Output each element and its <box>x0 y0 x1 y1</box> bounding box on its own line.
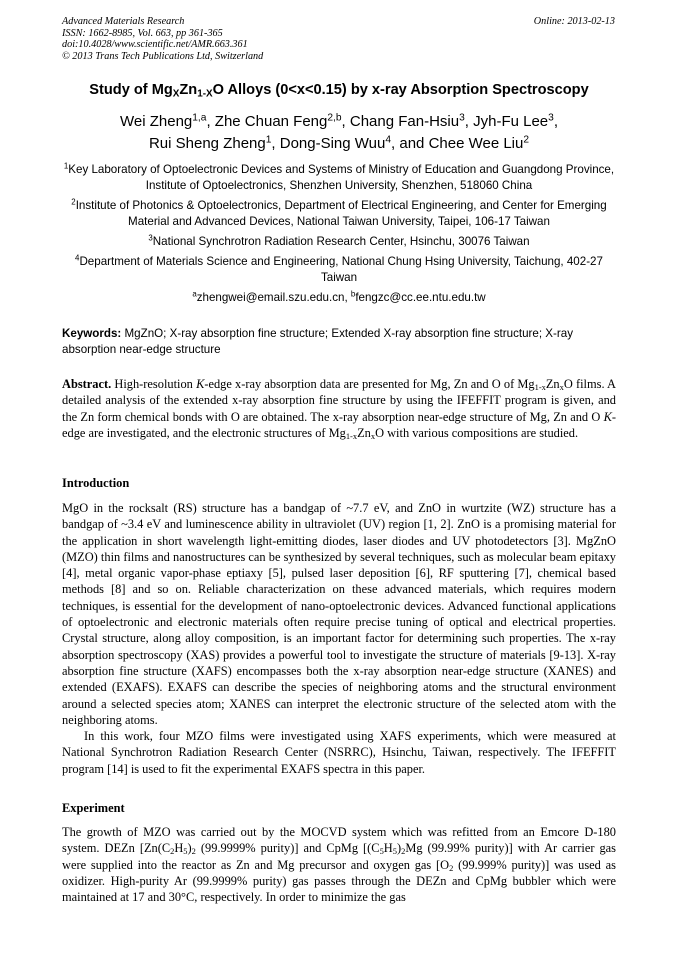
author: Jyh-Fu Lee$^3$ <box>473 112 554 130</box>
email-a[interactable]: zhengwei@email.szu.edu.cn, <box>196 291 351 304</box>
affiliation-3: $^3$National Synchrotron Radiation Research Center, Hsinchu, 30076 Taiwan <box>148 233 530 248</box>
author: Rui Sheng Zheng$^1$ <box>148 134 272 152</box>
experiment-body: The growth of MZO was carried out by the MOCVD system which was refitted from an Emcore D-180 system. DEZn [$Zn(C_2H_5)_2$ (99.9999% purity)] and CpMg [$(C_5H_5)_2Mg$ (99.99% purity)] with Ar carrier gas were supplied into the reactor as Zn and Mg precursor and oxygen gas [$O_2$ (99.999% purity)] was used as oxidizer. High-purity Ar (99.9999% purity) gas passes through the DEZn and CpMg bubbler which were maintained at 17 and 30°C, respectively. In order to minimize the gas <box>62 825 617 905</box>
author: Zhe Chuan Feng$^{2,b}$ <box>214 112 342 130</box>
issn-volume: ISSN: 1662-8985, Vol. 663, pp 361-365 <box>62 27 223 39</box>
introduction-body <box>62 500 616 777</box>
abstract-label: Abstract. <box>62 377 112 391</box>
section-heading-experiment: Experiment <box>62 801 125 815</box>
online-date: Online: 2013-02-13 <box>533 16 615 27</box>
introduction-paragraph: MgO in the rocksalt (RS) structure has a bandgap of ~7.7 eV, and ZnO in wurtzite (WZ) structure has a bandgap of ~3.4 eV and luminescence ability in ultraviolet (UV) region [1, 2]. ZnO is a promising material for the application in short wavelength light-emitting diodes, laser diodes and UV photodetectors [3]. MgZnO (MZO) thin films and nanostructures can be synthesized by several techniques, such as molecular beam epitaxy [4], metal organic vapor-phase eptiaxy [5], pulsed laser deposition [6], RF sputtering [7], chemical based methods [8] and so on. Reliable characterization on these advanced materials, which requires modern techniques, is essential for the development of nano-optoelectronic devices. Advanced functional applications of optoelectronic and electronic materials often require precise tuning of optical and electrical properties. Crystal structure, along alloy composition, is an important factor for determining such properties. The x-ray absorption spectroscopy (XAS) provides a powerful tool to investigate the structure of materials [9-13]. X-ray absorption fine structure (XAFS) encompasses both the x-ray absorption near-edge structure (XANES) and extended (EXAFS). EXAFS can describe the species of neighboring atoms and the structural environment around a selected species atom; XANES can interpret the electronic structure of the selected atom with the neighboring atoms. <box>62 501 616 727</box>
keywords <box>62 326 616 358</box>
paper-title: Study of $Mg_XZn_{1-X}O$ Alloys (0<x<0.15) by x-ray Absorption Spectroscopy <box>89 82 589 100</box>
author: Dong-Sing Wuu$^4$ <box>279 134 392 152</box>
author: Chang Fan-Hsiu$^3$ <box>349 112 465 130</box>
author: Chee Wee Liu$^2$ <box>428 134 530 152</box>
keywords-label: Keywords: <box>62 327 122 340</box>
keywords-text: MgZnO; X-ray absorption fine structure; Extended X-ray absorption fine structure; X-ray absorption near-edge structure <box>62 327 573 356</box>
introduction-paragraph: In this work, four MZO films were investigated using XAFS experiments, which were measured at National Synchrotron Radiation Research Center (NSRRC), Hsinchu, Taiwan, respectively. The IFEFFIT program [14] is used to fit the experimental EXAFS spectra in this paper. <box>62 729 616 776</box>
journal-name: Advanced Materials Research <box>62 16 185 27</box>
email-line: $^a$zhengwei@email.szu.edu.cn, $^b$fengzc@cc.ee.ntu.edu.tw <box>192 289 486 304</box>
doi-link[interactable]: doi:10.4028/www.scientific.net/AMR.663.361 <box>62 39 248 50</box>
section-heading-introduction: Introduction <box>62 476 130 490</box>
abstract: Abstract. High-resolution K-edge x-ray absorption data are presented for Mg, Zn and O of $Mg_{1-x}Zn_xO$ films. A detailed analysis of the extended x-ray absorption fine structure by using the IFEFFIT program is given, and the Zn form chemical bonds with O are obtained. The x-ray absorption near-edge structure of Mg, Zn and O K-edge are investigated, and the electronic structures of $Mg_{1-x}Zn_xO$ with various compositions are studied. <box>62 377 616 441</box>
affiliation-2: $^2$Institute of Photonics & Optoelectronics, Department of Electrical Engineering, and Center for Emerging Material and Advanced Devices, National Taiwan University, Taipei, 106-17 Taiwan <box>71 197 607 228</box>
email-b[interactable]: fengzc@cc.ee.ntu.edu.tw <box>355 291 486 304</box>
author: Wei Zheng$^{1,a}$ <box>120 112 207 130</box>
author-list: Wei Zheng$^{1,a}$, Zhe Chuan Feng$^{2,b}$, Chang Fan-Hsiu$^3$, Jyh-Fu Lee$^3$, Rui Sheng Zheng$^1$, Dong-Sing Wuu$^4$, and Chee Wee Liu$^2$ <box>120 112 558 152</box>
journal-header <box>62 16 263 62</box>
copyright-notice: © 2013 Trans Tech Publications Ltd, Switzerland <box>62 50 264 62</box>
affiliation-1: $^1$Key Laboratory of Optoelectronic Devices and Systems of Ministry of Education and Guangdong Province, Institute of Optoelectronics, Shenzhen University, Shenzhen, 518060 China <box>63 161 615 192</box>
affiliation-4: $^4$Department of Materials Science and Engineering, National Chung Hsing University, Taichung, 402-27 Taiwan <box>75 253 603 284</box>
